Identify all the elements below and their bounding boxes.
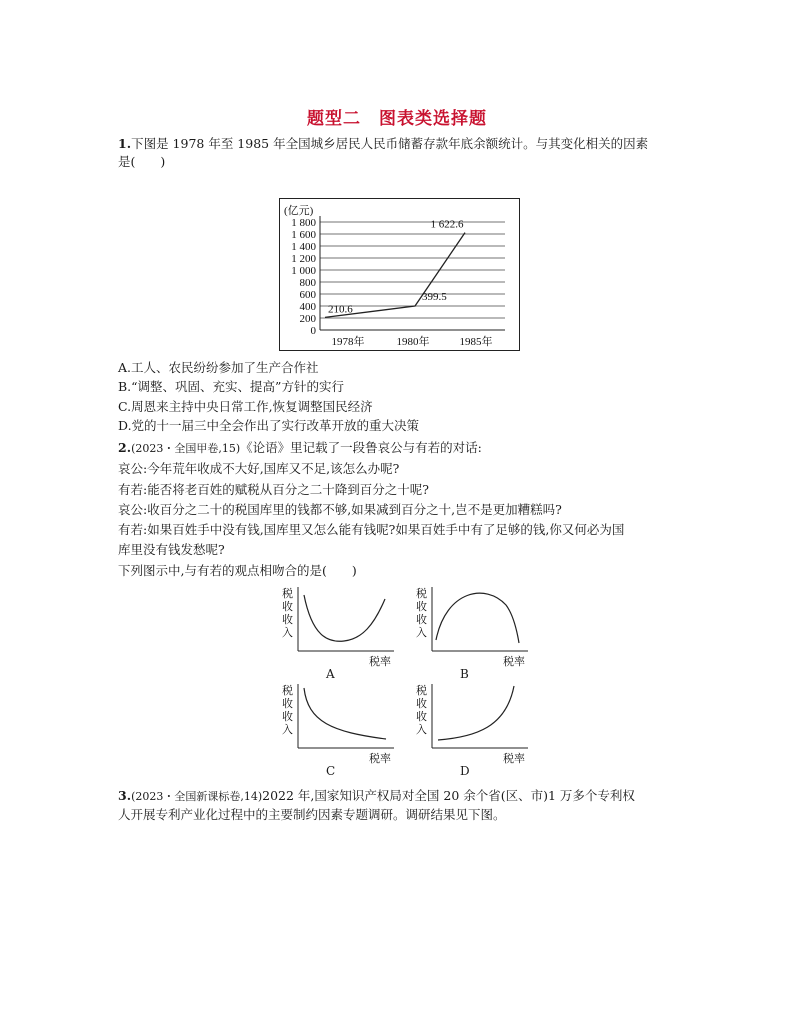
- graph-y-label: 入: [282, 627, 293, 639]
- y-tick-label: 1 000: [291, 265, 316, 277]
- graph-y-label: 税: [282, 685, 293, 697]
- q1-stem-text: 下图是 1978 年至 1985 年全国城乡居民人民币储蓄存款年底余额统计。与其变化相关的因素: [131, 136, 649, 151]
- q2-line2: 有若:能否将老百姓的赋税从百分之二十降到百分之十呢?: [118, 482, 429, 497]
- q2-line6: 下列图示中,与有若的观点相吻合的是( ): [118, 563, 357, 578]
- graph-y-label: 收: [416, 698, 427, 710]
- graph-y-label: 收: [416, 601, 427, 613]
- graph-y-label: 收: [282, 711, 293, 723]
- graph-svg: [416, 585, 536, 685]
- q2-line0-text: 《论语》里记载了一段鲁哀公与有若的对话:: [240, 440, 482, 455]
- graph-y-label: 税: [416, 588, 427, 600]
- graph-x-label: 税率: [369, 753, 391, 765]
- q3-line1: [118, 787, 635, 806]
- q1-stem-line2: 是( ): [118, 154, 166, 169]
- graph-curve: [304, 688, 386, 739]
- q2-line4: 有若:如果百姓手中没有钱,国库里又怎么能有钱呢?如果百姓手中有了足够的钱,你又何必为国: [118, 522, 625, 537]
- q3-line2: 人开展专利产业化过程中的主要制约因素专题调研。调研结果见下图。: [118, 807, 506, 822]
- graph-option-letter: B: [460, 667, 469, 681]
- graph-y-label: 收: [282, 614, 293, 626]
- y-tick-label: 800: [299, 277, 316, 289]
- graph-y-label: 入: [416, 627, 427, 639]
- graph-y-label: 收: [282, 601, 293, 613]
- graph-option-letter: D: [460, 764, 470, 778]
- q3-number: 3.: [118, 788, 132, 803]
- y-axis-label: (亿元): [284, 205, 314, 217]
- q2-line1: 哀公:今年荒年收成不大好,国库又不足,该怎么办呢?: [118, 461, 400, 476]
- graph-y-label: 收: [416, 711, 427, 723]
- graph-option-d: [416, 682, 536, 786]
- y-tick-label: 1 200: [291, 253, 316, 265]
- graph-option-a: [282, 585, 402, 689]
- y-tick-label: 0: [310, 325, 316, 337]
- q3-source: (2023・全国新课标卷,14): [131, 790, 263, 803]
- graph-y-label: 收: [282, 698, 293, 710]
- x-tick-label: 1980年: [396, 336, 430, 348]
- graph-option-letter: A: [326, 667, 335, 681]
- q1-number: 1.: [118, 136, 132, 151]
- q2-line0: [118, 439, 482, 458]
- y-tick-label: 1 400: [291, 241, 316, 253]
- q2-line3: 哀公:收百分之二十的税国库里的钱都不够,如果减到百分之十,岂不是更加糟糕吗?: [118, 502, 562, 517]
- q2-line5: 库里没有钱发愁呢?: [118, 542, 225, 557]
- page-title: 题型二 图表类选择题: [307, 109, 487, 129]
- q1-option-a: A.工人、农民纷纷参加了生产合作社: [118, 360, 319, 375]
- data-label: 210.6: [328, 303, 353, 316]
- graph-option-c: [282, 682, 402, 786]
- graph-svg: [282, 682, 402, 782]
- graph-svg: [416, 682, 536, 782]
- graph-x-label: 税率: [369, 656, 391, 668]
- y-tick-label: 600: [299, 289, 316, 301]
- q1-option-d: D.党的十一届三中全会作出了实行改革开放的重大决策: [118, 418, 420, 433]
- x-tick-label: 1978年: [331, 336, 365, 348]
- graph-y-label: 入: [282, 724, 293, 736]
- y-tick-label: 200: [299, 313, 316, 325]
- x-tick-label: 1985年: [459, 336, 493, 348]
- graph-y-label: 收: [416, 614, 427, 626]
- y-tick-label: 400: [299, 301, 316, 313]
- graph-y-label: 入: [416, 724, 427, 736]
- graph-y-label: 税: [416, 685, 427, 697]
- y-tick-label: 1 600: [291, 229, 316, 241]
- data-label: 1 622.6: [430, 218, 464, 231]
- graph-curve: [436, 593, 519, 643]
- graph-svg: [282, 585, 402, 685]
- graph-curve: [304, 595, 385, 641]
- savings-chart: [279, 198, 520, 351]
- q2-source: (2023・全国甲卷,15): [131, 442, 241, 455]
- savings-chart-svg: [280, 199, 521, 352]
- graph-x-label: 税率: [503, 656, 525, 668]
- graph-curve: [438, 686, 514, 740]
- q2-number: 2.: [118, 440, 132, 455]
- q3-line1-text: 2022 年,国家知识产权局对全国 20 余个省(区、市)1 万多个专利权: [262, 788, 635, 803]
- graph-x-label: 税率: [503, 753, 525, 765]
- q1-option-c: C.周恩来主持中央日常工作,恢复调整国民经济: [118, 399, 373, 414]
- graph-option-b: [416, 585, 536, 689]
- y-tick-label: 1 800: [291, 217, 316, 229]
- data-label: 399.5: [422, 291, 447, 304]
- q1-stem-line1: [118, 135, 648, 153]
- graph-y-label: 税: [282, 588, 293, 600]
- graph-option-letter: C: [326, 764, 336, 778]
- q1-option-b: B.“调整、巩固、充实、提高”方针的实行: [118, 379, 344, 394]
